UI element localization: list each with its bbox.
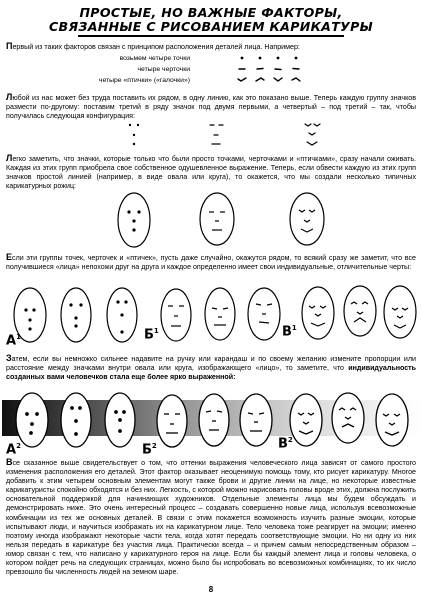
example-label-dots: возьмем четыре точки (119, 55, 190, 62)
paragraph-text: юбой из нас может без труда поставить их рядом, в одну линию, как это показано выше. Теперь каждую группу значков размести по-другому: поставим третий в ряду значок под двумя первыми, а четвертый – под третий – так, чтобы получилась следующая конфигурация: (6, 94, 416, 121)
example-label-ticks: четыре «птички» («галочки») (98, 77, 190, 84)
four-dots-icon (241, 57, 298, 60)
four-dashes-icon (239, 69, 299, 70)
title-line-1: ПРОСТЫЕ, НО ВАЖНЫЕ ФАКТОРЫ, (79, 5, 343, 20)
faces-row-2 (2, 386, 420, 456)
face-b2-2-icon (199, 394, 229, 446)
face-b1-1-icon (161, 289, 191, 341)
label-v2: $В^2$ (278, 436, 293, 452)
paragraph-proportions (6, 354, 416, 382)
paragraph-arrangement (6, 93, 416, 121)
ticks-configuration-icon (305, 124, 320, 145)
paragraph-individuality (6, 253, 416, 272)
face-a1-3-icon (107, 288, 137, 342)
face-v2-1-icon (290, 394, 322, 446)
example-label-dashes: четыре черточки (137, 66, 190, 73)
face-a1-2-icon (61, 288, 91, 342)
face-v2-2-icon (332, 393, 364, 443)
page-number: 8 (208, 585, 214, 594)
paragraph-conclusion (6, 458, 416, 577)
four-ticks-icon (238, 78, 300, 81)
basic-caricature-faces (100, 191, 340, 249)
dropcap: В (6, 457, 13, 467)
face-v1-3-icon (384, 286, 416, 338)
intro-paragraph (6, 42, 416, 52)
dropcap: З (6, 353, 12, 363)
face-b2-1-icon (157, 395, 187, 447)
page-title (0, 6, 422, 34)
face-a2-3-icon (105, 393, 135, 447)
title-underline (78, 35, 344, 37)
label-a1: $А^1$ (6, 333, 21, 349)
face-b1-2-icon (205, 288, 235, 340)
paragraph-emphasis: индивидуальность созданных вами человечков стала еще более ярко выраженной: (6, 364, 416, 382)
face-v1-1-icon (302, 287, 334, 339)
label-b1: $Б^1$ (144, 327, 159, 343)
face-a2-1-icon (16, 393, 48, 447)
dash-face-icon (200, 193, 234, 245)
paragraph-text: сли эти группы точек, черточек и «птичек», пусть даже случайно, окажутся рядом, то всякий сразу же заметит, что все получившиеся «лица» непохожи друг на друга и каждое определенно имеет свои индивидуальные, отличительные черты: (6, 254, 416, 272)
label-b2: $Б^2$ (142, 442, 157, 458)
dropcap: Л (6, 153, 13, 163)
paragraph-text: егко заметить, что значки, которые только что были просто точками, черточками и «птичками», сразу начали оживать. Каждая из этих групп приобрела свое собственное одушевленное выражение. Теперь, если обвести каждую из этих групп значков простой линией (например, в виде овала или круга), то окажется, что мы создали несколько типичных карикатурных рожиц: (6, 155, 416, 191)
face-b2-3-icon (240, 394, 272, 446)
dashes-configuration-icon (210, 125, 223, 144)
paragraph-text: ервый из таких факторов связан с принципом расположения деталей лица. Например: (12, 43, 300, 51)
dropcap: Е (6, 252, 13, 262)
paragraph-text: атем, если вы немножко сильнее надавите на ручку или карандаш и по своему желанию измените пропорции или расстояние между значками внутри овала или круга, изображающего «лицо», то заметите, что (6, 355, 416, 373)
examples-marks (236, 52, 316, 88)
face-configurations (100, 121, 340, 151)
face-v1-2-icon (344, 286, 376, 336)
faces-row-1 (6, 282, 418, 349)
dots-configuration-icon (129, 124, 139, 145)
title-line-2: СВЯЗАННЫЕ С РИСОВАНИЕМ КАРИКАТУРЫ (49, 19, 373, 34)
dot-face-icon (118, 193, 150, 247)
face-v2-3-icon (376, 394, 408, 446)
tick-face-icon (290, 193, 324, 245)
paragraph-animation (6, 154, 416, 191)
paragraph-text: се сказанное выше свидетельствует о том, что оттенки выражения человеческого лица зависят от самого простого изменения расположения его деталей. Этот фактор оказывает неоценимую помощь тому, кто рисует карикатуру. Многое добавить к этим четырем основным элементам могут также брови и другие линии на лице, но некоторые известные карикатуристы спокойно обходятся и без них. Легкость, с которой можно нарисовать головы вроде этих, должна послужить основательной поддержкой для начинающих художников. Отдельные элементы лица мы будем обсуждать и демонстрировать ниже. Это очень интересный процесс – создавать совершенно новые лица, используя всевозможные комбинации из тех же основных деталей. В связи с этим покажется возможность изучить разные эмоции, которые испытывают люди, и научиться изображать их на карикатурном лице. Тело человека тоже реагирует на эмоции; именно поэтому иногда изображают некоторые части тела, когда хотят передать соответствующие эмоции. Но ни одну из них нельзя передать в карикатуре без участия лица. Практически всегда – и причем самым непосредственным образом – юмор связан с тем, что написано у карикатурного героя на лице. Если бы каждый элемент лица и головы человека, о котором пойдет речь на следующих страницах, можно было бы испробовать во всевозможных комбинациях, то их число превзошло бы численность людей на земном шаре. (6, 459, 416, 577)
dropcap: Л (6, 92, 13, 102)
dropcap: П (6, 41, 13, 51)
label-a2: $А^2$ (6, 442, 21, 458)
label-v1: $В^1$ (282, 324, 297, 340)
face-a2-2-icon (61, 393, 91, 447)
face-b1-3-icon (248, 288, 280, 340)
